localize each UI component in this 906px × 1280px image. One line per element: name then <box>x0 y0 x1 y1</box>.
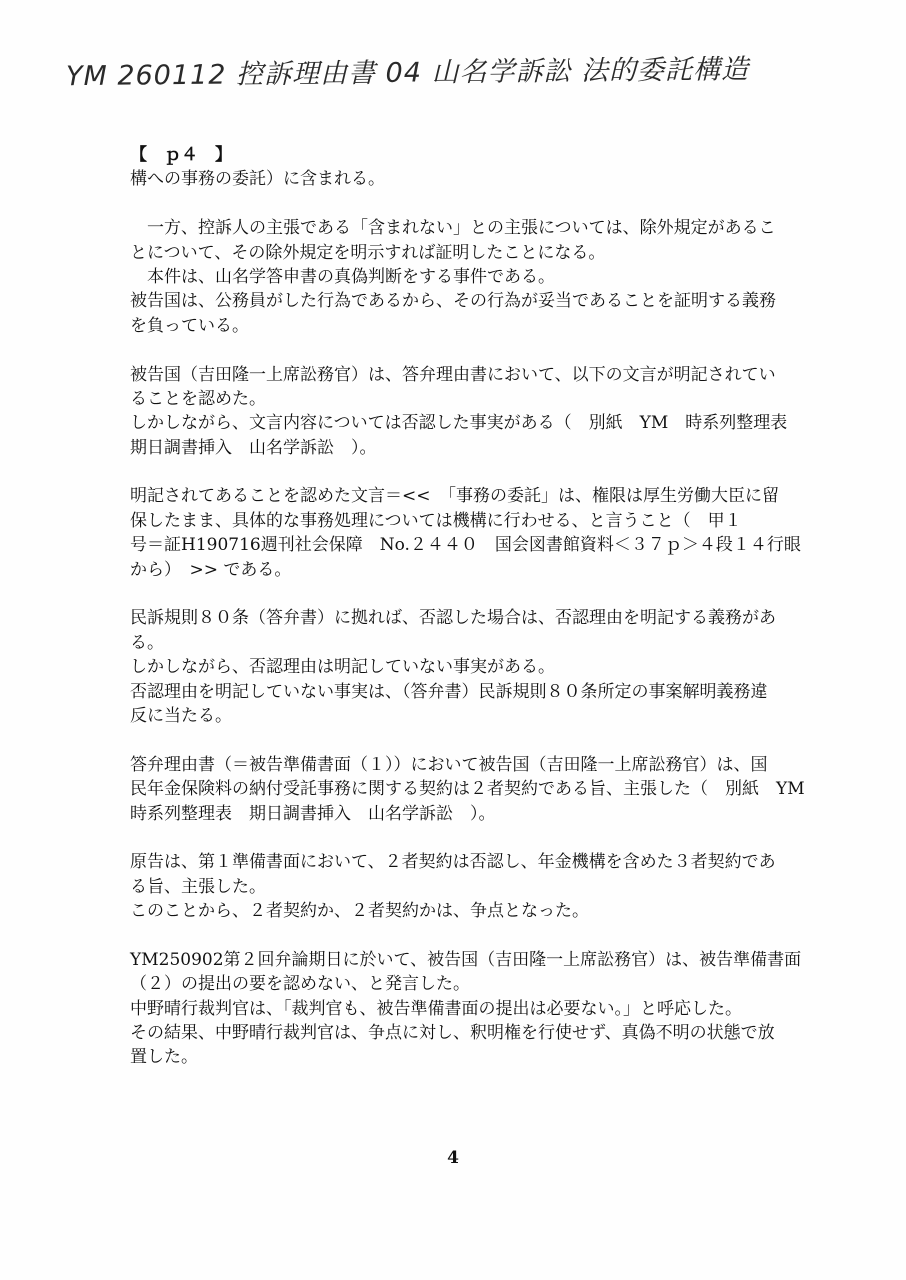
text-line: を負っている。 <box>130 315 249 336</box>
paragraph-gap <box>130 338 842 362</box>
text-line: しかしながら、否認理由は明記していない事実がある。 <box>130 657 555 678</box>
text-line: その結果、中野晴行裁判官は、争点に対し、釈明権を行使せず、真偽不明の状態で放 <box>130 1023 775 1044</box>
text-line: とについて、その除外規定を明示すれば証明したことになる。 <box>130 242 606 263</box>
text-line: 期日調書挿入 山名学訴訟 ）。 <box>130 437 377 458</box>
text-line: ることを認めた。 <box>130 388 266 409</box>
paragraph-gap <box>130 460 842 484</box>
paragraph-gap <box>130 728 842 752</box>
text-line: 被告国は、公務員がした行為であるから、その行為が妥当であることを証明する義務 <box>130 291 776 312</box>
text-line: 号＝証H190716週刊社会保障 No.２４４０ 国会図書館資料＜３７ｐ＞４段１４行眼 <box>130 535 801 556</box>
text-line: 民年金保険料の納付受託事務に関する契約は２者契約である旨、主張した（ 別紙 YM <box>130 779 805 800</box>
text-line: る旨、主張した。 <box>130 876 266 897</box>
page-number: 4 <box>447 1148 459 1168</box>
paragraph-gap <box>130 826 842 850</box>
text-line: 一方、控訴人の主張である「含まれない」との主張については、除外規定があるこ <box>130 218 776 239</box>
text-line: 保したまま、具体的な事務処理については機構に行わせる、と言うこと（ 甲１ <box>130 510 742 531</box>
text-line: このことから、２者契約か、２者契約かは、争点となった。 <box>130 901 589 922</box>
text-line: る。 <box>130 632 164 653</box>
handwritten-header: YM 260112 控訴理由書 04 山名学訴訟 法的委託構造 <box>65 54 750 93</box>
paragraph-gap <box>130 192 842 216</box>
text-line: YM250902第２回弁論期日に於いて、被告国（吉田隆一上席訟務官）は、被告準備書面 <box>130 949 802 970</box>
body-text <box>130 143 842 1070</box>
text-line: 置した。 <box>130 1047 198 1068</box>
text-line: 否認理由を明記していない事実は、（答弁書）民訴規則８０条所定の事案解明義務違 <box>130 681 768 702</box>
paragraph-lines <box>130 167 842 1069</box>
text-line: 本件は、山名学答申書の真偽判断をする事件である。 <box>130 266 555 287</box>
paragraph-gap <box>130 582 842 606</box>
text-line: 被告国（吉田隆一上席訟務官）は、答弁理由書において、以下の文言が明記されてい <box>130 364 776 385</box>
text-line: 民訴規則８０条（答弁書）に拠れば、否認した場合は、否認理由を明記する義務があ <box>130 608 776 629</box>
paragraph-gap <box>130 924 842 948</box>
text-line: から） >> である。 <box>130 559 292 580</box>
text-line: 原告は、第１準備書面において、２者契約は否認し、年金機構を含めた３者契約であ <box>130 852 776 873</box>
text-line: しかしながら、文言内容については否認した事実がある（ 別紙 YM 時系列整理表 <box>130 413 788 434</box>
text-line: 反に当たる。 <box>130 705 232 726</box>
text-line: 明記されてあることを認めた文言＝<< 「事務の委託」は、権限は厚生労働大臣に留 <box>130 486 779 507</box>
text-line: （２）の提出の要を認めない、と発言した。 <box>130 974 470 995</box>
page-label: 【 ｐ４ 】 <box>130 145 232 165</box>
text-line: 答弁理由書（＝被告準備書面（１））において被告国（吉田隆一上席訟務官）は、国 <box>130 754 768 775</box>
text-line: 時系列整理表 期日調書挿入 山名学訴訟 ）。 <box>130 803 496 824</box>
text-line: 構への事務の委託）に含まれる。 <box>130 169 385 190</box>
text-line: 中野晴行裁判官は、「裁判官も、被告準備書面の提出は必要ない。」と呼応した。 <box>130 998 742 1019</box>
